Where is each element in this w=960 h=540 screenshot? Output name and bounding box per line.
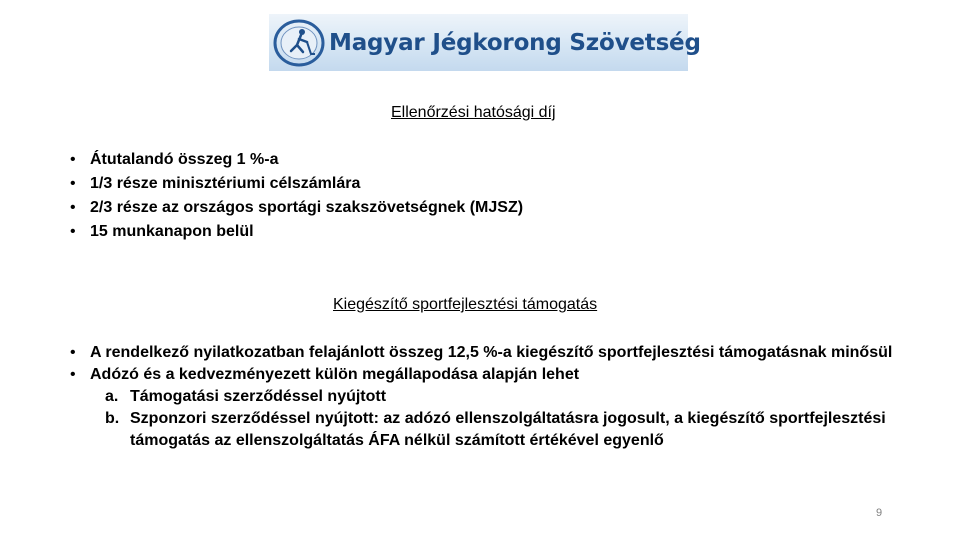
sub-list-item	[90, 386, 910, 408]
logo-text: Magyar Jégkorong Szövetség	[329, 29, 701, 56]
bullet: •	[70, 151, 76, 168]
section1-bullet-list	[70, 148, 523, 244]
bullet-text: 1/3 része minisztériumi célszámlára	[90, 175, 361, 192]
bullet: •	[70, 175, 76, 192]
section2-bullet-list	[70, 342, 910, 452]
bullet-text: Átutalandó összeg 1 %-a	[90, 151, 279, 168]
list-item	[70, 342, 910, 364]
sub-marker: a.	[105, 388, 119, 405]
list-item	[70, 196, 523, 220]
sub-item-text: Támogatási szerződéssel nyújtott	[130, 388, 387, 405]
bullet-text: 2/3 része az országos sportági szakszövetségnek (MJSZ)	[90, 199, 524, 216]
sub-item-text: Szponzori szerződéssel nyújtott: az adózó ellenszolgáltatásra jogosult, a kiegészítő sportfejlesztési támogatás az ellenszolgáltatás ÁFA nélkül számított értékével egyenlő	[130, 410, 886, 449]
bullet: •	[70, 223, 76, 240]
bullet: •	[70, 344, 76, 361]
list-item	[70, 148, 523, 172]
sub-list-item	[90, 408, 910, 452]
bullet-text: A rendelkező nyilatkozatban felajánlott összeg 12,5 %-a kiegészítő sportfejlesztési támogatásnak minősül	[90, 344, 893, 361]
sub-list	[90, 386, 910, 452]
bullet-text: 15 munkanapon belül	[90, 223, 254, 240]
mjsz-logo	[269, 14, 701, 71]
bullet: •	[70, 366, 76, 383]
section2-title: Kiegészítő sportfejlesztési támogatás	[333, 296, 598, 313]
list-item	[70, 172, 523, 196]
section1-title: Ellenőrzési hatósági díj	[391, 104, 556, 121]
bullet-text: Adózó és a kedvezményezett külön megállapodása alapján lehet	[90, 366, 580, 383]
page-number: 9	[876, 507, 883, 519]
list-item	[70, 220, 523, 244]
list-item	[70, 364, 910, 452]
hockey-player-emblem-icon	[269, 14, 329, 71]
sub-marker: b.	[105, 410, 120, 427]
bullet: •	[70, 199, 76, 216]
